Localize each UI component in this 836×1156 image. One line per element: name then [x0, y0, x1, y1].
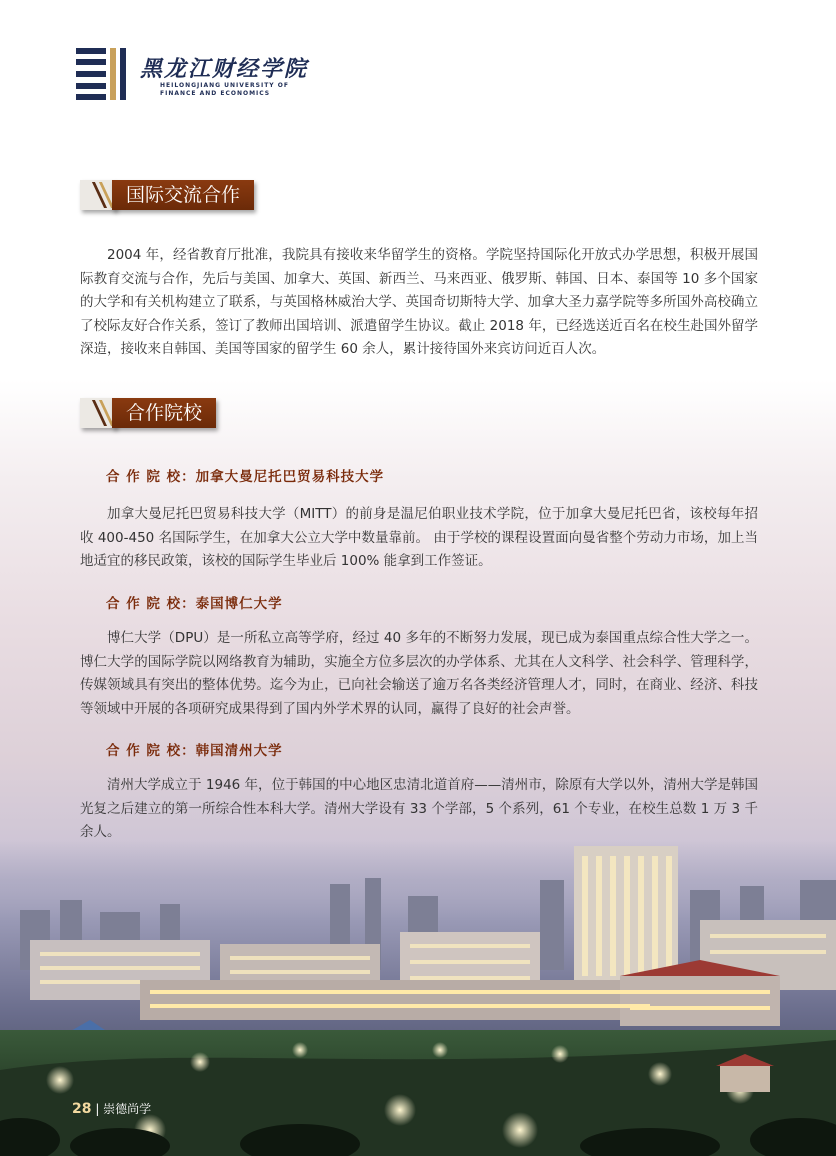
page-footer: 28 | 崇德尚学 [72, 1101, 152, 1117]
footer-tagline: 崇德尚学 [103, 1102, 152, 1116]
partner-heading: 合 作 院 校：韩国清州大学 [106, 743, 283, 759]
section-title: 合作院校 [112, 398, 216, 428]
partner-description: 加拿大曼尼托巴贸易科技大学（MITT）的前身是温尼伯职业技术学院，位于加拿大曼尼托巴省，该校每年招收 400-450 名国际学生，在加拿大公立大学中数量靠前。 由于学校的课程设置面向曼省整个劳动力市场，加上当地适宜的移民政策，该校的国际学生毕业后 100% 能拿到工作签证。 [80, 506, 758, 569]
school-logo-icon [76, 48, 126, 100]
partner-description: 博仁大学（DPU）是一所私立高等学府，经过 40 多年的不断努力发展，现已成为泰国重点综合性大学之一。博仁大学的国际学院以网络教育为辅助，实施全方位多层次的办学体系、尤其在人文科学、社会科学、管理科学，传媒领域具有突出的整体优势。迄今为止，已向社会输送了逾万名各类经济管理人才，同时，在商业、经济、科技等领域中开展的各项研究成果得到了国内外学术界的认同，赢得了良好的社会声誉。 [80, 630, 758, 717]
partner-description: 清州大学成立于 1946 年，位于韩国的中心地区忠清北道首府——清州市，除原有大学以外，清州大学是韩国光复之后建立的第一所综合性本科大学。清州大学设有 33 个学部，5 个系列，61 个专业，在校生总数 1 万 3 千余人。 [80, 777, 758, 840]
partner-heading: 合 作 院 校：泰国博仁大学 [106, 596, 283, 612]
section-title: 国际交流合作 [112, 180, 254, 210]
school-name-en: HEILONGJIANG UNIVERSITY OF FINANCE AND ECONOMICS [160, 82, 289, 97]
exchange-paragraph: 2004 年，经省教育厅批准，我院具有接收来华留学生的资格。学院坚持国际化开放式办学思想，积极开展国际教育交流与合作，先后与美国、加拿大、英国、新西兰、马来西亚、俄罗斯、韩国、日本、泰国等 10 多个国家的大学和有关机构建立了联系，与英国格林威治大学、英国奇切斯特大学、加拿大圣力嘉学院等多所国外高校确立了校际友好合作关系，签订了教师出国培训、派遣留学生协议。截止 2018 年，已经选送近百名在校生赴国外留学深造，接收来自韩国、美国等国家的留学生 60 余人，累计接待国外来宾访问近百人次。 [80, 247, 758, 357]
page-number: 28 [72, 1101, 92, 1117]
partner-heading: 合 作 院 校：加拿大曼尼托巴贸易科技大学 [106, 469, 385, 485]
school-name-cn: 黑龙江财经学院 [140, 56, 309, 82]
